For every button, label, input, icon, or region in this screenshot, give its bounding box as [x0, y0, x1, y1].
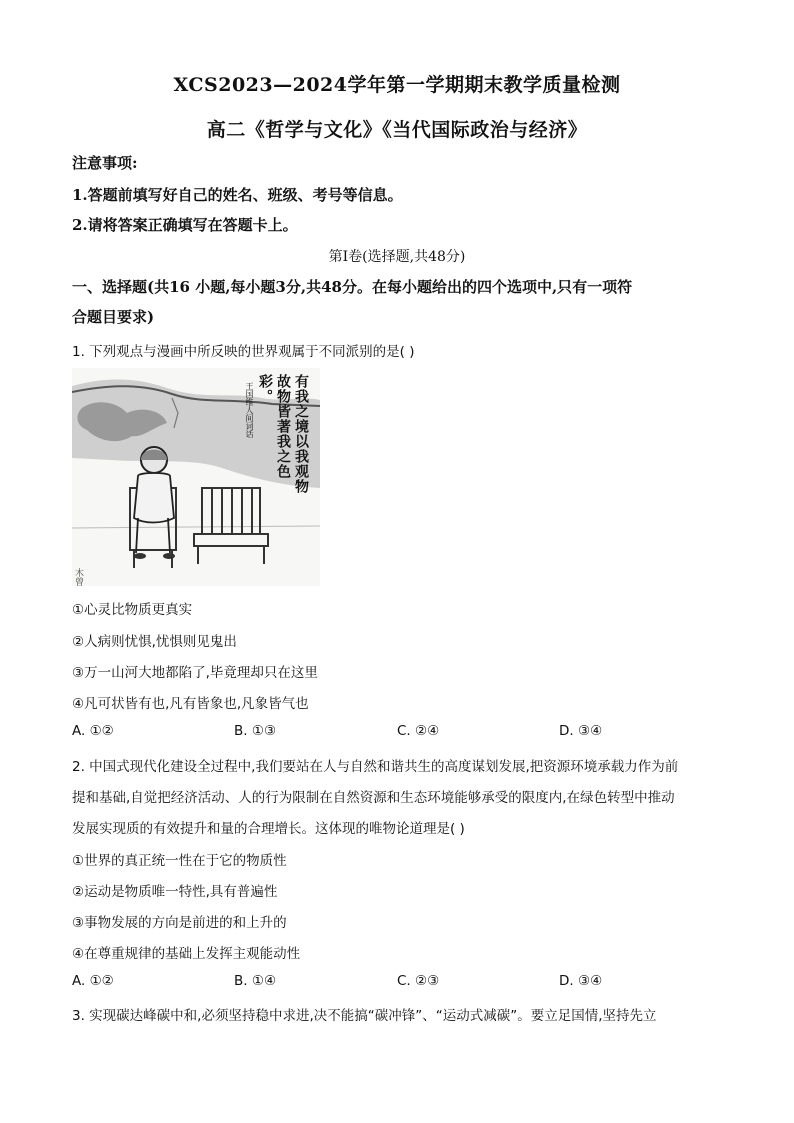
statement-4: ④在尊重规律的基础上发挥主观能动性 [72, 946, 301, 962]
section-title: 第Ⅰ卷(选择题,共48分) [328, 249, 466, 265]
question-2-stem: 提和基础,自觉把经济活动、人的行为限制在自然资源和生态环境能够承受的限度内,在绿色转型中推动 [72, 790, 675, 806]
option-d: D. ③④ [559, 723, 603, 739]
exam-title: XCS2023—2024学年第一学期期末教学质量检测 [173, 74, 621, 96]
statement-4: ④凡可状皆有也,凡有皆象也,凡象皆气也 [72, 696, 309, 712]
cartoon-image [72, 368, 320, 586]
notice-heading: 注意事项: [72, 154, 138, 172]
option-d: D. ③④ [559, 973, 603, 989]
statement-2: ②人病则忧惧,忧惧则见鬼出 [72, 634, 237, 650]
statement-3: ③万一山河大地都陷了,毕竟理却只在这里 [72, 665, 318, 681]
cartoon-signature: 木曾书坊 [73, 568, 83, 586]
statement-3: ③事物发展的方向是前进的和上升的 [72, 915, 287, 931]
notice-item: 1.答题前填写好自己的姓名、班级、考号等信息。 [72, 186, 403, 204]
statement-1: ①世界的真正统一性在于它的物质性 [72, 853, 287, 869]
option-b: B. ①④ [234, 973, 277, 989]
option-a: A. ①② [72, 723, 114, 739]
statement-2: ②运动是物质唯一特性,具有普遍性 [72, 884, 278, 900]
cartoon-quote: 有我之境以我观物故物皆著我之色彩。 [257, 374, 309, 494]
question-2-stem: 2. 中国式现代化建设全过程中,我们要站在人与自然和谐共生的高度谋划发展,把资源环境承载力作为前 [72, 759, 679, 775]
question-3-stem: 3. 实现碳达峰碳中和,必须坚持稳中求进,决不能搞“碳冲锋”、“运动式减碳”。要立足国情,坚持先立 [72, 1008, 657, 1024]
option-a: A. ①② [72, 973, 114, 989]
notice-item: 2.请将答案正确填写在答题卡上。 [72, 216, 298, 234]
cartoon-quote-source: 王国维人间词话 [245, 382, 254, 438]
section-instruction: 一、选择题(共16 小题,每小题3分,共48分。在每小题给出的四个选项中,只有一项符 [72, 278, 633, 296]
exam-subtitle: 高二《哲学与文化》《当代国际政治与经济》 [206, 119, 588, 141]
option-b: B. ①③ [234, 723, 277, 739]
question-1-stem: 1. 下列观点与漫画中所反映的世界观属于不同派别的是( ) [72, 344, 415, 360]
statement-1: ①心灵比物质更真实 [72, 602, 193, 618]
option-c: C. ②④ [397, 723, 440, 739]
question-2-stem: 发展实现质的有效提升和量的合理增长。这体现的唯物论道理是( ) [72, 821, 465, 837]
section-instruction: 合题目要求) [72, 308, 155, 326]
option-c: C. ②③ [397, 973, 440, 989]
